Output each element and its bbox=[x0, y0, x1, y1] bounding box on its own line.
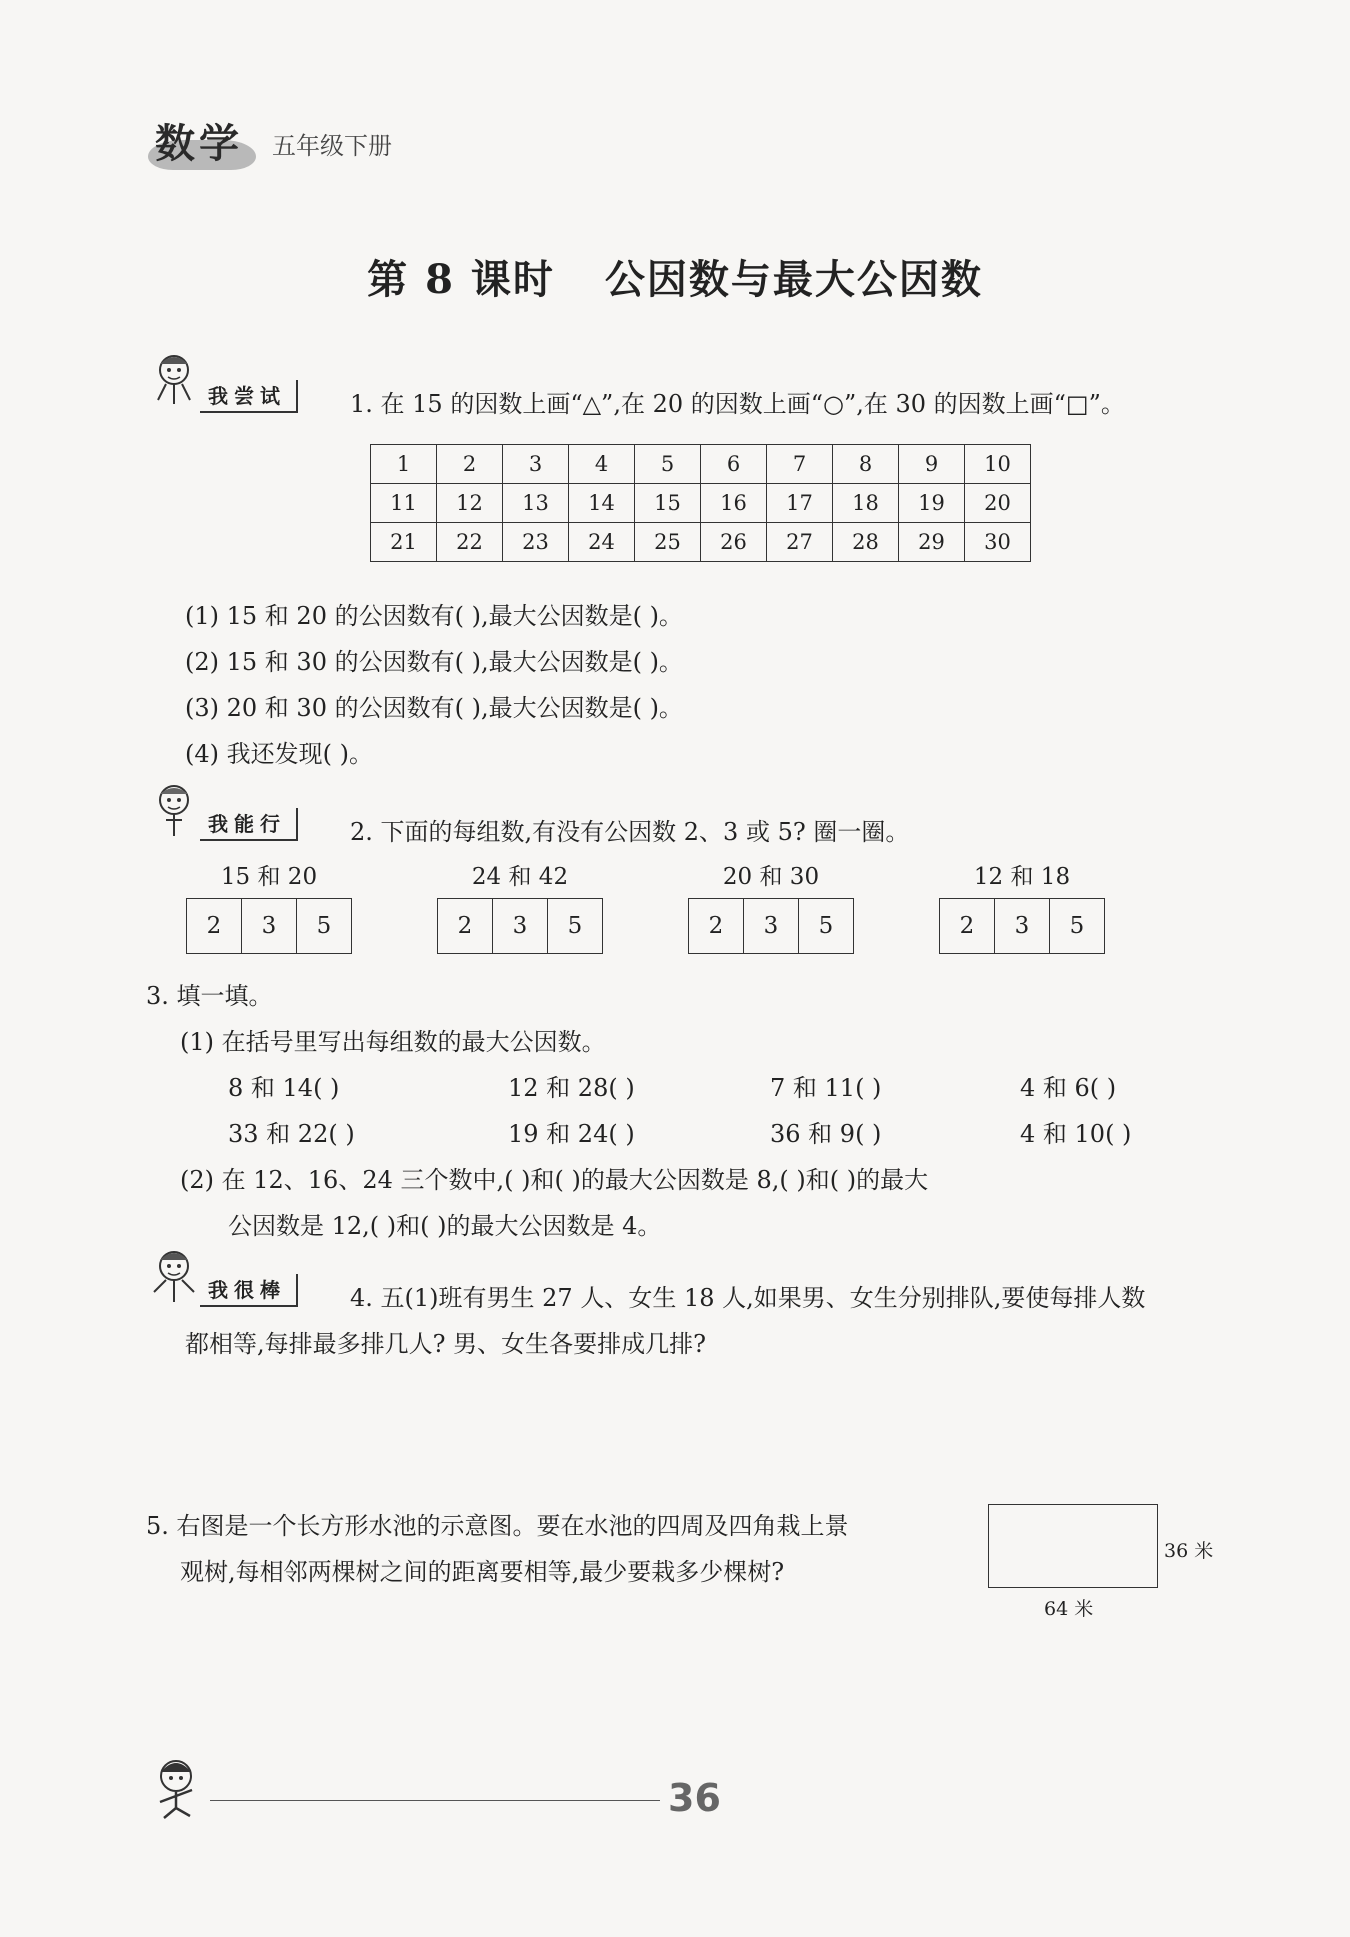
grid-cell[interactable]: 22 bbox=[437, 523, 503, 562]
grid-cell[interactable]: 12 bbox=[437, 484, 503, 523]
question-2-text: 2. 下面的每组数,有没有公因数 2、3 或 5? 圈一圈。 bbox=[350, 818, 910, 846]
grid-cell[interactable]: 15 bbox=[635, 484, 701, 523]
grid-cell[interactable]: 24 bbox=[569, 523, 635, 562]
badge-great: 我很棒 bbox=[200, 1274, 298, 1307]
grid-cell[interactable]: 29 bbox=[899, 523, 965, 562]
page-title bbox=[0, 248, 1350, 305]
badge-try: 我尝试 bbox=[200, 380, 298, 413]
q3-item: 7 和 11( ) bbox=[770, 1074, 882, 1102]
option-box[interactable]: 3 bbox=[242, 899, 297, 953]
grid-cell[interactable]: 18 bbox=[833, 484, 899, 523]
grid-cell[interactable]: 6 bbox=[701, 445, 767, 484]
grid-cell[interactable]: 25 bbox=[635, 523, 701, 562]
group-label: 20 和 30 bbox=[722, 864, 820, 890]
grid-cell[interactable]: 3 bbox=[503, 445, 569, 484]
pool-width-label: 64 米 bbox=[1044, 1598, 1094, 1620]
option-box[interactable]: 2 bbox=[187, 899, 242, 953]
question-1-text: 1. 在 15 的因数上画“△”,在 20 的因数上画“○”,在 30 的因数上画“□”。 bbox=[350, 390, 1125, 418]
grid-cell[interactable]: 11 bbox=[371, 484, 437, 523]
option-boxes bbox=[437, 898, 603, 954]
option-box[interactable]: 5 bbox=[818, 913, 834, 939]
grid-cell[interactable]: 28 bbox=[833, 523, 899, 562]
option-box[interactable]: 2 bbox=[940, 899, 995, 953]
grid-cell[interactable]: 4 bbox=[569, 445, 635, 484]
page-number: 36 bbox=[668, 1776, 721, 1820]
q3-item: 19 和 24( ) bbox=[508, 1120, 635, 1148]
grid-cell[interactable]: 16 bbox=[701, 484, 767, 523]
lesson-number: 第 8 课时 bbox=[367, 256, 555, 303]
q3-part-2-line-1: (2) 在 12、16、24 三个数中,( )和( )的最大公因数是 8,( )和( )的最大 bbox=[180, 1166, 929, 1194]
q3-item: 12 和 28( ) bbox=[508, 1074, 635, 1102]
question-5-line-1: 5. 右图是一个长方形水池的示意图。要在水池的四周及四角栽上景 bbox=[146, 1512, 849, 1540]
grid-cell[interactable]: 21 bbox=[371, 523, 437, 562]
mascot-icon bbox=[146, 1246, 202, 1306]
q3-item: 4 和 10( ) bbox=[1020, 1120, 1132, 1148]
grid-cell[interactable]: 27 bbox=[767, 523, 833, 562]
group-label: 15 和 20 bbox=[220, 864, 318, 890]
option-box[interactable]: 5 bbox=[1069, 913, 1085, 939]
grid-cell[interactable]: 5 bbox=[635, 445, 701, 484]
option-box[interactable]: 2 bbox=[438, 899, 493, 953]
q3-item: 33 和 22( ) bbox=[228, 1120, 355, 1148]
option-box[interactable]: 3 bbox=[995, 899, 1050, 953]
grid-row bbox=[371, 523, 1031, 562]
option-boxes bbox=[939, 898, 1105, 954]
lesson-topic: 公因数与最大公因数 bbox=[604, 256, 983, 303]
option-box[interactable]: 5 bbox=[567, 913, 583, 939]
question-4-line-2: 都相等,每排最多排几人? 男、女生各要排成几排? bbox=[185, 1330, 706, 1358]
grid-cell[interactable]: 23 bbox=[503, 523, 569, 562]
subject-label: 数学 bbox=[155, 121, 243, 167]
number-grid bbox=[370, 444, 1031, 562]
option-boxes bbox=[186, 898, 352, 954]
badge-can: 我能行 bbox=[200, 808, 298, 841]
option-box[interactable]: 3 bbox=[493, 899, 548, 953]
option-boxes bbox=[688, 898, 854, 954]
q3-item: 36 和 9( ) bbox=[770, 1120, 882, 1148]
footer-rule bbox=[210, 1800, 660, 1801]
group-label: 12 和 18 bbox=[973, 864, 1071, 890]
q1-line-3: (3) 20 和 30 的公因数有( ),最大公因数是( )。 bbox=[185, 694, 683, 722]
q3-part-2-line-2: 公因数是 12,( )和( )的最大公因数是 4。 bbox=[228, 1212, 662, 1240]
grade-label: 五年级下册 bbox=[272, 132, 392, 160]
grid-cell[interactable]: 19 bbox=[899, 484, 965, 523]
grid-cell[interactable]: 2 bbox=[437, 445, 503, 484]
mascot-icon bbox=[146, 1756, 206, 1820]
pool-diagram bbox=[988, 1504, 1158, 1588]
grid-cell[interactable]: 1 bbox=[371, 445, 437, 484]
q1-line-1: (1) 15 和 20 的公因数有( ),最大公因数是( )。 bbox=[185, 602, 683, 630]
grid-cell[interactable]: 14 bbox=[569, 484, 635, 523]
pool-height-label: 36 米 bbox=[1164, 1540, 1214, 1562]
grid-cell[interactable]: 7 bbox=[767, 445, 833, 484]
q1-line-4: (4) 我还发现( )。 bbox=[185, 740, 373, 768]
question-5-line-2: 观树,每相邻两棵树之间的距离要相等,最少要栽多少棵树? bbox=[180, 1558, 785, 1586]
q3-part-1: (1) 在括号里写出每组数的最大公因数。 bbox=[180, 1028, 606, 1056]
question-3-text: 3. 填一填。 bbox=[146, 982, 273, 1010]
mascot-icon bbox=[146, 350, 202, 410]
grid-cell[interactable]: 10 bbox=[965, 445, 1031, 484]
grid-row bbox=[371, 484, 1031, 523]
grid-cell[interactable]: 8 bbox=[833, 445, 899, 484]
grid-cell[interactable]: 17 bbox=[767, 484, 833, 523]
grid-cell[interactable]: 13 bbox=[503, 484, 569, 523]
grid-row bbox=[371, 445, 1031, 484]
group-label: 24 和 42 bbox=[471, 864, 569, 890]
grid-cell[interactable]: 26 bbox=[701, 523, 767, 562]
q1-line-2: (2) 15 和 30 的公因数有( ),最大公因数是( )。 bbox=[185, 648, 683, 676]
option-box[interactable]: 2 bbox=[689, 899, 744, 953]
option-box[interactable]: 5 bbox=[316, 913, 332, 939]
grid-cell[interactable]: 9 bbox=[899, 445, 965, 484]
mascot-icon bbox=[146, 780, 202, 840]
grid-cell[interactable]: 30 bbox=[965, 523, 1031, 562]
q3-item: 8 和 14( ) bbox=[228, 1074, 340, 1102]
q3-item: 4 和 6( ) bbox=[1020, 1074, 1117, 1102]
grid-cell[interactable]: 20 bbox=[965, 484, 1031, 523]
option-box[interactable]: 3 bbox=[744, 899, 799, 953]
question-4-line-1: 4. 五(1)班有男生 27 人、女生 18 人,如果男、女生分别排队,要使每排人数 bbox=[350, 1284, 1146, 1312]
